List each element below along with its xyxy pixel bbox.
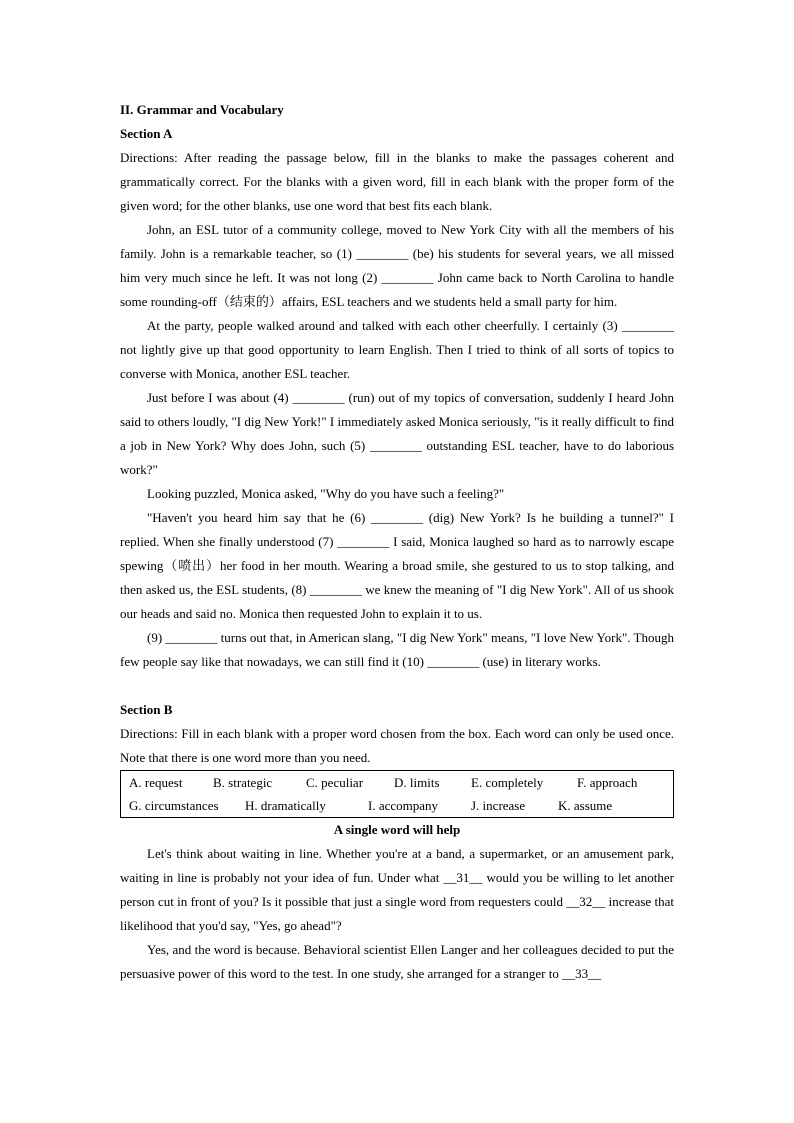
word-box [120,770,674,818]
passage-a-paragraph: "Haven't you heard him say that he (6) ________ (dig) New York? Is he building a tunnel?" I replied. When she finally understood (7) ________ I said, Monica laughed so hard as to narrowly escape spewing（喷出）her food in her mouth. Wearing a broad smile, she gestured to us to stop talking, and then asked us, the ESL students, (8) ________ we knew the meaning of "I dig New York". All of us shook our heads and said no. Monica then requested John to explain it to us. [120,510,674,621]
passage-a-paragraph: John, an ESL tutor of a community college, moved to New York City with all the members of his family. John is a remarkable teacher, so (1) ________ (be) his students for several years, we all missed him very much since he left. It was not long (2) ________ John came back to North Carolina to handle some rounding-off（结束的）affairs, ESL teachers and we students held a small party for him. [120,222,674,309]
passage-a-paragraph: Just before I was about (4) ________ (run) out of my topics of conversation, suddenly I heard John said to others loudly, "I dig New York!" I immediately asked Monica seriously, "is it really difficult to find a job in New York? Why does John, such (5) ________ outstanding ESL teacher, have to do laborious work?" [120,390,674,477]
section-b-directions: Directions: Fill in each blank with a proper word chosen from the box. Each word can only be used once. Note that there is one word more than you need. [120,726,674,765]
word-option: D. limits [394,775,440,790]
passage-a-paragraph: Looking puzzled, Monica asked, "Why do you have such a feeling?" [147,486,505,501]
word-option: J. increase [471,798,526,813]
word-box-row [129,794,665,817]
word-option: E. completely [471,775,544,790]
passage-b-paragraph: Let's think about waiting in line. Whether you're at a band, a supermarket, or an amusement park, waiting in line is probably not your idea of fun. Under what __31__ would you be willing to let another person cut in front of you? Is it possible that just a single word from requesters could __32__ increase that likelihood that you'd say, "Yes, go ahead"? [120,846,674,933]
section-a-directions: Directions: After reading the passage below, fill in the blanks to make the passages coherent and grammatically correct. For the blanks with a given word, fill in each blank with the proper form of the given word; for the other blanks, use one word that best fits each blank. [120,150,674,213]
section-a-title: Section A [120,126,173,141]
word-option: F. approach [577,775,638,790]
word-option: I. accompany [368,798,439,813]
word-option: A. request [129,775,183,790]
word-option: H. dramatically [245,798,326,813]
passage-a-paragraph: At the party, people walked around and talked with each other cheerfully. I certainly (3) ________ not lightly give up that good opportunity to learn English. Then I tried to think of all sorts of topics to converse with Monica, another ESL teacher. [120,318,674,381]
word-option: K. assume [558,798,613,813]
section-spacer [120,674,674,698]
passage-b-paragraph: Yes, and the word is because. Behavioral scientist Ellen Langer and her colleagues decided to put the persuasive power of this word to the test. In one study, she arranged for a stranger to __33__ [120,942,674,981]
word-option: G. circumstances [129,798,219,813]
section-b-title: Section B [120,702,173,717]
passage-a-paragraph: (9) ________ turns out that, in American slang, "I dig New York" means, "I love New York". Though few people say like that nowadays, we can still find it (10) ________ (use) in literary works. [120,630,674,669]
word-box-row [129,771,665,794]
section-title: II. Grammar and Vocabulary [120,102,284,117]
word-option: C. peculiar [306,775,364,790]
document-page [120,98,674,986]
word-option: B. strategic [213,775,273,790]
passage-b-title: A single word will help [333,822,461,837]
